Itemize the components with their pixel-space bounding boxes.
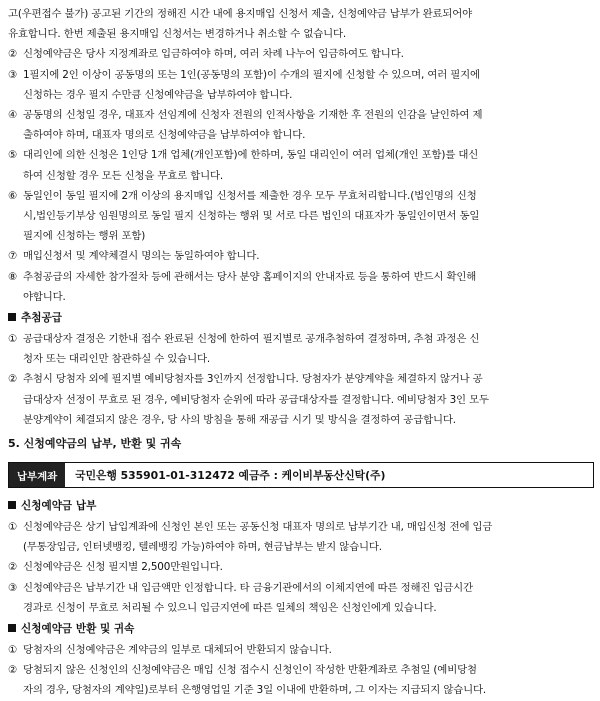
lottery-heading-text: 추첨공급 — [21, 312, 62, 325]
refund-heading-text: 신청예약금 반환 및 귀속 — [21, 623, 135, 636]
note-number: ⑤ — [8, 149, 18, 162]
note-text: 추첨공급의 자세한 참가절차 등에 관해서는 당사 분양 홈페이지의 안내자료 등을 통하여 반드시 확인해 — [23, 270, 477, 283]
note-text: 동일인이 동일 필지에 2개 이상의 용지매입 신청서를 제출한 경우 모두 무효처리합니다.(법인명의 신청 — [23, 189, 477, 202]
notes-list — [8, 44, 594, 307]
item-text: 신청예약금은 납부기간 내 입금액만 인정합니다. 타 금융기관에서의 이체지연에 따른 정해진 입금시간 — [23, 581, 473, 594]
lottery-heading — [8, 307, 594, 329]
note-text: 공동명의 신청일 경우, 대표자 선임계에 신청자 전원의 인적사항을 기재한 후 전원의 인감을 날인하여 제 — [23, 109, 483, 122]
payment-account-box — [8, 462, 594, 488]
note-text: 대리인에 의한 신청은 1인당 1개 업체(개인포함)에 한하며, 동일 대리인이 여러 업체(개인 포함)를 대신 — [23, 149, 479, 162]
intro-line: 유효합니다. 한번 제출된 용지매입 신청서는 변경하거나 취소할 수 없습니다. — [8, 28, 347, 41]
item-text: (무통장입금, 인터넷뱅킹, 텔레뱅킹 가능)하여야 하며, 현금납부는 받지 않습니다. — [23, 541, 382, 554]
note-text: 하여 신청할 경우 모든 신청을 무효로 합니다. — [23, 169, 224, 182]
note-item — [8, 267, 594, 307]
item-text: 급대상자 선정이 무효로 된 경우, 예비당첨자 순위에 따라 공급대상자를 결정합니다. 예비당첨자 3인 모두 — [23, 393, 489, 406]
item-text: 신청예약금은 신청 필지별 2,500만원입니다. — [23, 561, 223, 574]
note-item — [8, 186, 594, 247]
intro-line: 고(우편접수 불가) 공고된 기간의 정해진 시간 내에 용지매입 신청서 제출, 신청예약금 납부가 완료되어야 — [8, 8, 473, 20]
note-text: 1필지에 2인 이상이 공동명의 또는 1인(공동명의 포함)이 수개의 필지에 신청할 수 있으며, 여러 필지에 — [23, 68, 480, 81]
section-5-heading: 5. 신청예약금의 납부, 반환 및 귀속 — [8, 437, 182, 451]
payment-heading — [8, 495, 594, 517]
item-number: ① — [8, 644, 18, 657]
note-number: ④ — [8, 109, 18, 122]
item-text: 당첨자의 신청예약금은 계약금의 일부로 대체되어 반환되지 않습니다. — [23, 644, 332, 657]
intro-paragraph — [8, 4, 594, 44]
refund-item — [8, 660, 594, 700]
payment-item — [8, 578, 594, 618]
item-number: ② — [8, 373, 18, 386]
note-text: 야합니다. — [23, 290, 66, 303]
note-text: 신청하는 경우 필지 수만큼 신청예약금을 납부하여야 합니다. — [23, 88, 293, 101]
note-item — [8, 145, 594, 185]
item-text: 청자 또는 대리인만 참관하실 수 있습니다. — [23, 353, 211, 366]
note-text: 시,법인등기부상 임원명의로 동일 필지 신청하는 행위 및 서로 다른 법인의 대표자가 동일인이면서 동일 — [23, 210, 480, 223]
account-value: 국민은행 535901-01-312472 예금주 : 케이비부동산신탁(주) — [75, 468, 386, 482]
note-text: 매입신청서 및 계약체결시 명의는 동일하여야 합니다. — [23, 250, 260, 263]
lottery-item — [8, 329, 594, 369]
payment-item — [8, 557, 594, 577]
note-item — [8, 65, 594, 105]
note-item — [8, 105, 594, 145]
note-item — [8, 246, 594, 266]
lottery-section — [8, 307, 594, 430]
note-number: ⑥ — [8, 189, 18, 202]
item-text: 분양계약이 체결되지 않은 경우, 당 사의 방침을 통해 재공급 시기 및 방식을 결정하여 공급합니다. — [23, 413, 456, 426]
note-text: 신청예약금은 당사 지정계좌로 입금하여야 하며, 여러 차례 나누어 입금하여도 합니다. — [23, 48, 404, 61]
item-text: 공급대상자 결정은 기한내 접수 완료된 신청에 한하여 필지별로 공개추첨하여 결정하며, 추첨 과정은 신 — [23, 333, 480, 346]
payment-section — [8, 495, 594, 618]
refund-item — [8, 640, 594, 660]
account-label: 납부계좌 — [9, 463, 65, 487]
item-number: ② — [8, 561, 18, 574]
refund-heading — [8, 618, 594, 640]
square-bullet-icon — [8, 313, 16, 321]
item-text: 자의 경우, 당첨자의 계약일)로부터 은행영업일 기준 3일 이내에 반환하며, 그 이자는 지급되지 않습니다. — [23, 684, 487, 697]
square-bullet-icon — [8, 624, 16, 632]
note-number: ⑦ — [8, 250, 18, 263]
note-text: 출하여야 하며, 대표자 명의로 신청예약금을 납부하여야 합니다. — [23, 129, 306, 142]
square-bullet-icon — [8, 501, 16, 509]
item-text: 신청예약금은 상기 납입계좌에 신청인 본인 또는 공동신청 대표자 명의로 납부기간 내, 매입신청 전에 입금 — [23, 521, 493, 534]
item-text: 경과로 신청이 무효로 처리될 수 있으니 입금지연에 따른 일체의 책임은 신청인에게 있습니다. — [23, 601, 437, 614]
item-number: ③ — [8, 581, 18, 594]
item-number: ② — [8, 664, 18, 677]
payment-heading-text: 신청예약금 납부 — [21, 500, 97, 513]
item-text: 추첨시 당첨자 외에 필지별 예비당첨자를 3인까지 선정합니다. 당첨자가 분양계약을 체결하지 않거나 공 — [23, 373, 483, 386]
refund-section — [8, 618, 594, 701]
item-text: 당첨되지 않은 신청인의 신청예약금은 매입 신청 접수시 신청인이 작성한 반환계좌로 추첨일 (예비당첨 — [23, 664, 477, 677]
note-number: ③ — [8, 68, 18, 81]
item-number: ① — [8, 521, 18, 534]
note-item — [8, 44, 594, 64]
payment-item — [8, 517, 594, 557]
note-number: ② — [8, 48, 18, 61]
item-number: ① — [8, 333, 18, 346]
note-number: ⑧ — [8, 270, 18, 283]
lottery-item — [8, 369, 594, 430]
note-text: 필지에 신청하는 행위 포함) — [23, 230, 146, 243]
